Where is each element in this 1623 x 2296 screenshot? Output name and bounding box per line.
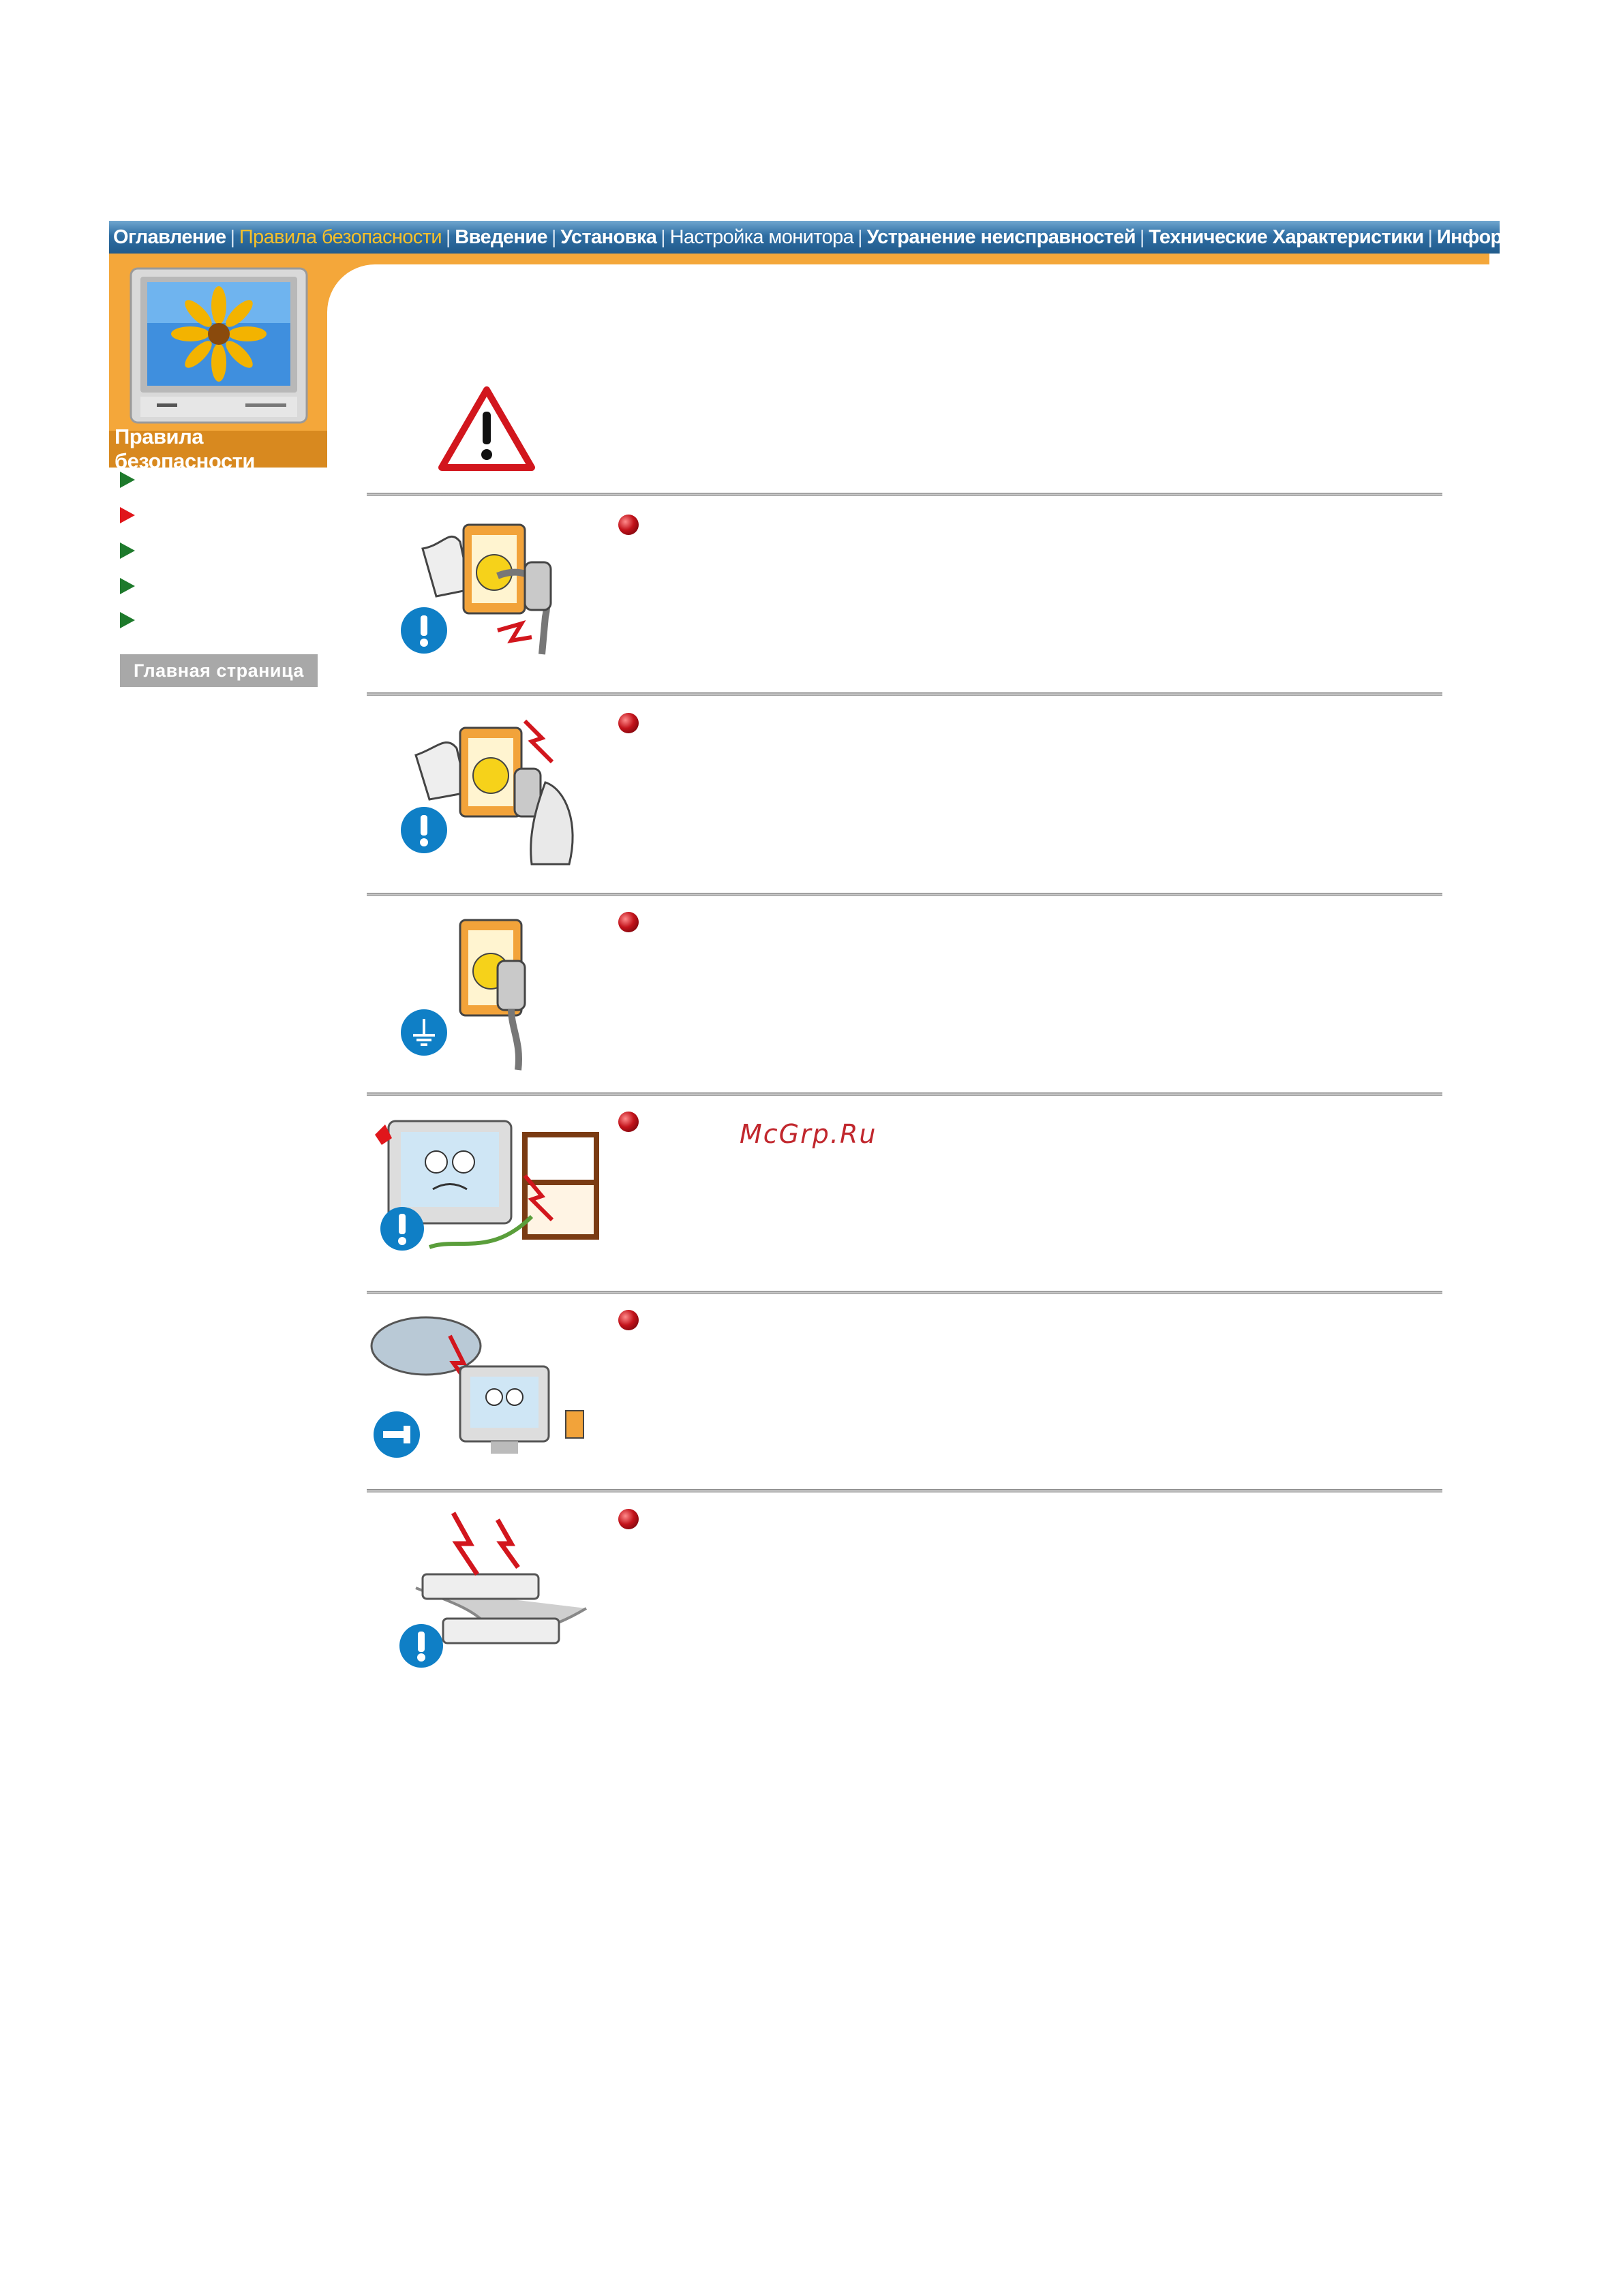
wet-hand-plug-illustration [395,707,593,874]
nav-contents[interactable]: Оглавление [113,226,226,248]
section-divider [367,1092,1442,1096]
red-bullet-icon [618,1310,639,1330]
nav-safety[interactable]: Правила безопасности [239,226,442,248]
nav-introduction[interactable]: Введение [455,226,548,248]
hand-plug-outlet-illustration [395,508,593,675]
sidebar-item-2-arrow-icon[interactable] [120,507,135,523]
lightning-unplug-monitor-illustration [368,1308,600,1472]
nav-separator: | [551,226,557,247]
banner-curve-mask [327,264,423,360]
nav-separator: | [1427,226,1433,247]
top-navigation [109,221,1562,254]
sidebar-item-4-arrow-icon[interactable] [120,578,135,594]
home-page-button[interactable]: Главная страница [120,654,318,687]
nav-separator: | [446,226,451,247]
nav-specifications[interactable]: Технические Характеристики [1149,226,1424,248]
monitor-flower-illustration [130,267,308,424]
nav-separator: | [858,226,863,247]
nav-information[interactable]: Информации [1436,226,1562,248]
nav-separator: | [230,226,235,247]
sidebar-item-1-arrow-icon[interactable] [120,472,135,488]
monitor-cord-cabinet-illustration [368,1107,600,1271]
section-divider [367,692,1442,696]
sidebar-section-title: Правила безопасности [109,431,327,468]
orange-banner-strip [109,254,1489,264]
grounded-plug-illustration [395,906,593,1073]
red-bullet-icon [618,515,639,535]
red-bullet-icon [618,1509,639,1529]
red-bullet-icon [618,713,639,733]
red-bullet-icon [618,1112,639,1132]
sidebar-item-3-arrow-icon[interactable] [120,542,135,559]
section-divider [367,1291,1442,1294]
watermark-text: McGrp.Ru [740,1119,877,1149]
section-divider [367,1489,1442,1493]
nav-installation[interactable]: Установка [560,226,657,248]
overloaded-power-strip-illustration [395,1506,600,1677]
nav-monitor-settings[interactable]: Настройка монитора [669,226,854,248]
nav-troubleshooting[interactable]: Устранение неисправностей [866,226,1136,248]
nav-separator: | [661,226,666,247]
nav-separator: | [1139,226,1145,247]
red-bullet-icon [618,912,639,932]
section-divider [367,893,1442,896]
warning-triangle-icon [436,384,537,473]
section-divider [367,493,1442,496]
sidebar-item-5-arrow-icon[interactable] [120,612,135,628]
